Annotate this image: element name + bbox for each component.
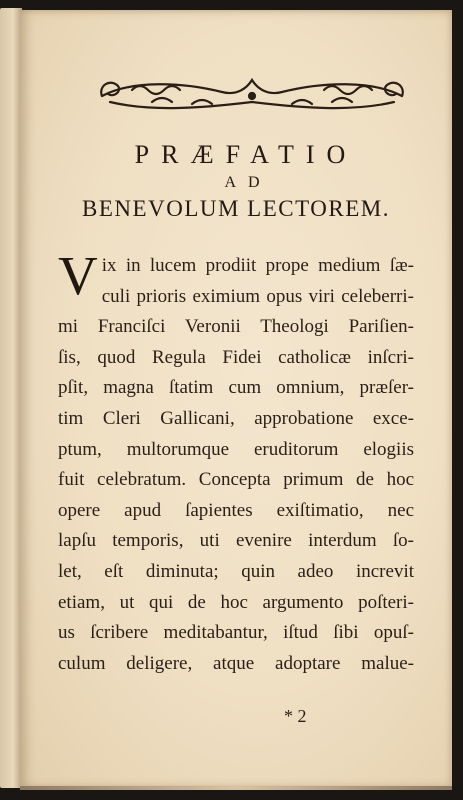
text-line: fuit celebratum. Concepta primum de hoc bbox=[58, 469, 414, 491]
text-line: us ſcribere meditabantur, iſtud ſibi opuſ- bbox=[58, 622, 414, 644]
text-line: pſit, magna ſtatim cum omnium, præſer- bbox=[58, 377, 414, 399]
left-page-edge bbox=[0, 8, 22, 788]
text-line: opere apud ſapientes exiſtimatio, nec bbox=[58, 499, 414, 521]
text-line: culi prioris eximium opus viri celeberri- bbox=[101, 285, 414, 307]
text-line: lapſu temporis, uti evenire interdum ſo- bbox=[58, 530, 414, 552]
preface-subtitle: BENEVOLUM LECTOREM. bbox=[82, 196, 390, 221]
drop-cap-letter: V bbox=[58, 245, 98, 306]
text-line: let, eſt diminuta; quin adeo increvit bbox=[58, 560, 414, 582]
preface-title-ad: AD bbox=[224, 174, 272, 191]
preface-title: PRÆFATIO bbox=[134, 140, 358, 169]
page-bottom-edge bbox=[20, 786, 452, 790]
signature-mark: * 2 bbox=[284, 706, 307, 726]
text-line: ptum, multorumque eruditorum elogiis bbox=[58, 438, 414, 460]
text-line: etiam, ut qui de hoc argumento poſteri- bbox=[58, 591, 414, 613]
preface-body-text bbox=[58, 245, 414, 679]
text-line: culum deligere, atque adoptare malue- bbox=[58, 652, 414, 674]
text-line: ix in lucem prodiit prope medium ſæ- bbox=[101, 255, 414, 276]
decorative-headpiece-ornament bbox=[92, 72, 412, 114]
text-line: tim Cleri Gallicani, approbatione exce- bbox=[58, 407, 414, 429]
text-line: ſis, quod Regula Fidei catholicæ inſcri- bbox=[58, 346, 414, 368]
text-line: mi Franciſci Veronii Theologi Pariſien- bbox=[58, 316, 414, 338]
